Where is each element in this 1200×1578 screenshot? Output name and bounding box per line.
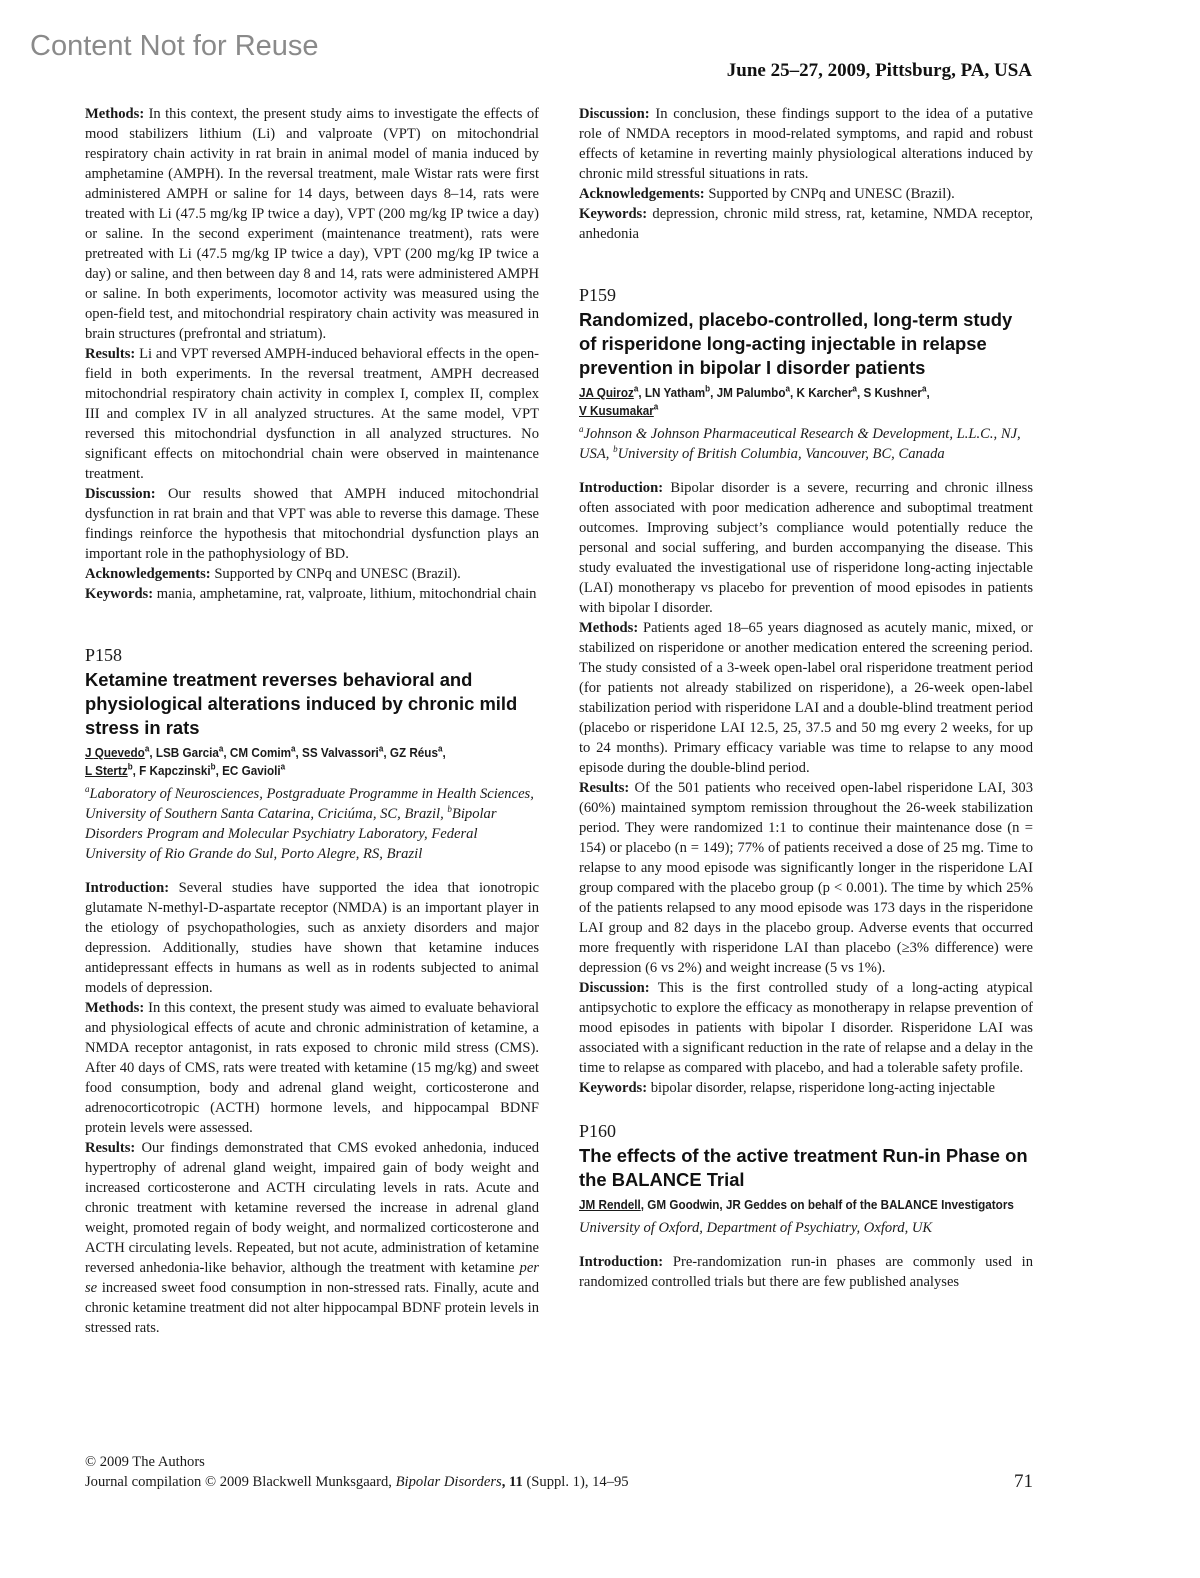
keywords-text: depression, chronic mild stress, rat, ketamine, NMDA receptor, anhedonia (579, 206, 1033, 242)
keywords-text: bipolar disorder, relapse, risperidone long-acting injectable (647, 1080, 996, 1096)
discussion-label: Discussion: (579, 980, 650, 996)
keywords-paragraph (579, 1078, 1033, 1098)
superscript: a (291, 743, 296, 754)
superscript: a (653, 401, 659, 412)
discussion-paragraph (579, 104, 1033, 184)
discussion-paragraph (85, 484, 539, 564)
acknowledgements-label: Acknowledgements: (85, 566, 211, 582)
left-column (85, 104, 539, 1338)
running-head: June 25–27, 2009, Pittsburg, PA, USA (726, 60, 1032, 81)
affiliation-b: Bipolar Disorders Program and Molecular Psychiatry Laboratory, Federal University of Rio Grande do Sul, Porto Alegre, RS, Brazil (85, 806, 497, 862)
superscript: b (705, 383, 711, 394)
results-text: increased sweet food consumption in non-stressed rats. Finally, acute and chronic ketamine treatment did not alter hippocampal BDNF protein levels in stressed rats. (85, 1280, 539, 1336)
superscript: a (785, 383, 790, 394)
authors-p158: J Quevedo$^a$, LSB Garcia$^a$, CM Comim$^a$, SS Valvassori$^a$, GZ Réus$^a$, L Stertz$^b$, F Kapczinski$^b$, EC Gavioli$^a$ (85, 743, 446, 778)
methods-text: In this context, the present study was aimed to evaluate behavioral and physiological effects of acute and chronic administration of ketamine, a NMDA receptor antagonist, in rats exposed to chronic mild stress (CMS). After 40 days of CMS, rats were treated with ketamine (15 mg/kg) and sweet food consumption, body and adrenal gland weight, corticosterone and adrenocorticotropic (ACTH) hormone levels, and hippocampal BDNF protein levels were assessed. (85, 1000, 539, 1136)
keywords-text: mania, amphetamine, rat, valproate, lithium, mitochondrial chain (153, 586, 537, 602)
introduction-text: Pre-randomization run-in phases are commonly used in randomized controlled trials but there are few published analyses (579, 1254, 1033, 1290)
affiliation-p158 (85, 784, 539, 864)
author: , S Kushner (856, 385, 922, 400)
acknowledgements-text: Supported by CNPq and UNESC (Brazil). (704, 186, 955, 202)
results-text: Our findings demonstrated that CMS evoked anhedonia, induced hypertrophy of adrenal gland weight, impaired gain of body weight and increased corticosterone and ACTH circulating levels in rats. Acute and chronic treatment with ketamine reversed the increase in adrenal gland weight, promoted regain of body weight, and normalized corticosterone and ACTH circulating levels. Repeated, but not acute, administration of ketamine reversed anhedonia-like behavior, although the treatment with ketamine (85, 1140, 539, 1276)
section-gap (579, 244, 1033, 284)
author: , GM Goodwin, JR Geddes on behalf of the BALANCE Investigators (640, 1197, 1014, 1212)
affiliation-p160: University of Oxford, Department of Psychiatry, Oxford, UK (579, 1220, 933, 1236)
affiliation-b: University of British Columbia, Vancouver, BC, Canada (617, 446, 945, 462)
authors-p159: JA Quiroz$^a$, LN Yatham$^b$, JM Palumbo$^a$, K Karcher$^a$, S Kushner$^a$, V Kusumakar$^a$ (579, 383, 930, 418)
discussion-text: In conclusion, these findings support to the idea of a putative role of NMDA receptors in mood-related symptoms, and rapid and robust effects of ketamine in reverting mainly physiological alterations induced by chronic mild stressful situations in rats. (579, 106, 1033, 182)
journal-prefix: Journal compilation © 2009 Blackwell Munksgaard, (85, 1474, 396, 1490)
acknowledgements-paragraph (579, 184, 1033, 204)
superscript: a (579, 424, 584, 435)
superscript: b (127, 761, 133, 772)
section-gap (579, 464, 1033, 478)
author: , SS Valvassori (295, 745, 379, 760)
methods-text: In this context, the present study aims to investigate the effects of mood stabilizers lithium (Li) and valproate (VPT) on mitochondrial respiratory chain activity in rat brain in animal model of mania induced by amphetamine (AMPH). In the reversal treatment, male Wistar rats were first administered AMPH or saline for 14 days, between days 8–14, rats were treated with Li (47.5 mg/kg IP twice a day), VPT (200 mg/kg IP twice a day) or saline. In the second experiment (maintenance treatment), rats were pretreated with Li (47.5 mg/kg IP twice a day), VPT (200 mg/kg IP twice a day) or saline, and then between day 8 and 14, rats were administered AMPH or saline. In both experiments, locomotor activity was measured using the open-field test, and mitochondrial respiratory chain activity was measured in brain structures (prefrontal and striatum). (85, 106, 539, 342)
results-paragraph (579, 778, 1033, 978)
results-paragraph (85, 1138, 539, 1338)
results-label: Results: (85, 346, 136, 362)
introduction-text: Bipolar disorder is a severe, recurring and chronic illness often associated with poor medication adherence and suboptimal treatment outcomes. Improving subject’s compliance would potentially reduce the personal and social suffering, and burden accompanying the disease. This study evaluated the investigational use of risperidone long-acting injectable (LAI) monotherapy vs placebo for prevention of mood episodes in patients with bipolar I disorder. (579, 480, 1033, 616)
journal-suffix: (Suppl. 1), 14–95 (522, 1474, 629, 1490)
affiliation-a: Laboratory of Neurosciences, Postgraduate Programme in Health Sciences, University of Southern Santa Catarina, Criciúma, SC, Brazil, (85, 786, 534, 822)
keywords-paragraph (579, 204, 1033, 244)
superscript: a (852, 383, 857, 394)
watermark: Content Not for Reuse (30, 30, 319, 62)
section-gap (85, 864, 539, 878)
discussion-label: Discussion: (85, 486, 156, 502)
abstract-title-p160: The effects of the active treatment Run-in Phase on the BALANCE Trial (579, 1145, 1028, 1190)
abstract-title-p158: Ketamine treatment reverses behavioral and physiological alterations induced by chronic mild stress in rats (85, 669, 518, 738)
superscript: a (144, 743, 150, 754)
journal-citation (85, 1472, 1033, 1492)
methods-paragraph (579, 618, 1033, 778)
abstract-id-p159: P159 (579, 285, 617, 305)
superscript: a (218, 743, 224, 754)
methods-paragraph (85, 998, 539, 1138)
results-paragraph (85, 344, 539, 484)
superscript: a (437, 743, 443, 754)
presenting-author: JA Quiroz (579, 385, 634, 400)
results-label: Results: (85, 1140, 136, 1156)
keywords-label: Keywords: (579, 1080, 648, 1096)
superscript: a (633, 383, 639, 394)
superscript: b (210, 761, 216, 772)
abstract-id-p158: P158 (85, 645, 123, 665)
affiliation-p159 (579, 424, 1033, 464)
introduction-paragraph (579, 478, 1033, 618)
author: , JM Palumbo (710, 385, 786, 400)
superscript: b (447, 804, 452, 815)
introduction-label: Introduction: (579, 1254, 664, 1270)
section-gap (85, 604, 539, 644)
abstract-title-p159: Randomized, placebo-controlled, long-term study of risperidone long-acting injectable in relapse prevention in bipolar I disorder patients (579, 309, 1013, 378)
page-footer (85, 1452, 1033, 1492)
methods-paragraph (85, 104, 539, 344)
page-number: 71 (1014, 1471, 1033, 1492)
keywords-label: Keywords: (85, 586, 154, 602)
copyright-line: © 2009 The Authors (85, 1454, 205, 1470)
author: , LSB Garcia (149, 745, 219, 760)
acknowledgements-paragraph (85, 564, 539, 584)
superscript: a (378, 743, 384, 754)
journal-name: Bipolar Disorders (395, 1474, 502, 1490)
acknowledgements-text: Supported by CNPq and UNESC (Brazil). (210, 566, 461, 582)
author: , K Karcher (789, 385, 853, 400)
acknowledgements-label: Acknowledgements: (579, 186, 705, 202)
author: , EC Gavioli (215, 763, 281, 778)
superscript: a (280, 761, 286, 772)
introduction-label: Introduction: (85, 880, 170, 896)
introduction-label: Introduction: (579, 480, 664, 496)
discussion-text: This is the first controlled study of a long-acting atypical antipsychotic to explore the efficacy as monotherapy in relapse prevention of mood episodes in patients with bipolar I disorder. Risperidone LAI was associated with a significant reduction in the rate of relapse and a delay in the time to relapse as compared with placebo, and had a tolerable safety profile. (579, 980, 1033, 1076)
superscript: a (921, 383, 927, 394)
results-text: Li and VPT reversed AMPH-induced behavioral effects in the open-field in both experiments. In the reversal treatment, AMPH decreased mitochondrial respiratory chain activity in complex I, complex II, complex III and complex IV in all analyzed structures. At the same model, VPT reversed this mitochondrial dysfunction in all analyzed structures. No significant effects on mitochondrial chain were observed in maintenance treatment. (85, 346, 539, 482)
italic-text: per se (85, 1260, 539, 1296)
discussion-text: Our results showed that AMPH induced mitochondrial dysfunction in rat brain and that VPT was able to reverse this damage. These findings reinforce the hypothesis that mitochondrial dysfunction plays an important role in the pathophysiology of BD. (85, 486, 539, 562)
introduction-text: Several studies have supported the idea that ionotropic glutamate N-methyl-D-aspartate receptor (NMDA) is an important player in the etiology of psychopathologies, such as anxiety disorders and major depression. Additionally, studies have shown that ketamine induces antidepressant effects in humans as well as in rodents subjected to animal models of depression. (85, 880, 539, 996)
author: , F Kapczinski (132, 763, 211, 778)
results-label: Results: (579, 780, 630, 796)
abstract-id-p160: P160 (579, 1121, 617, 1141)
superscript: a (85, 784, 90, 795)
keywords-label: Keywords: (579, 206, 648, 222)
keywords-paragraph (85, 584, 539, 604)
author: , CM Comim (223, 745, 292, 760)
superscript: b (613, 444, 618, 455)
section-gap (579, 1238, 1033, 1252)
authors-p160 (579, 1196, 1033, 1214)
methods-label: Methods: (85, 1000, 145, 1016)
discussion-label: Discussion: (579, 106, 650, 122)
methods-label: Methods: (579, 620, 639, 636)
introduction-paragraph (85, 878, 539, 998)
presenting-author: JM Rendell (579, 1197, 641, 1212)
results-text: Of the 501 patients who received open-label risperidone LAI, 303 (60%) maintained symptom remission throughout the 26-week stabilization period. They were randomized 1:1 to continue their maintenance dose (n = 154) or placebo (n = 149); 77% of patients received a dose of 25 mg. Time to relapse to any mood episode was significantly longer in the risperidone LAI group compared with the placebo group (p < 0.001). The time by which 25% of the patients relapsed to any mood episode was 173 days in the risperidone LAI group and 82 days in the placebo group. Adverse events that occurred more frequently with risperidone LAI than placebo (≥3% difference) were depression (6 vs 2%) and weight increase (5 vs 1%). (579, 780, 1033, 976)
methods-text: Patients aged 18–65 years diagnosed as acutely manic, mixed, or stabilized on risperidone or another medication entered the screening period. The study consisted of a 3-week open-label oral risperidone treatment period (for patients not already stabilized on risperidone), a 26-week open-label stabilization period with risperidone LAI and a double-blind treatment period (placebo or risperidone LAI 12.5, 25, 37.5 and 50 mg every 2 weeks, for up to 24 months). Primary efficacy variable was time to relapse to any mood episode during the double-blind period. (579, 620, 1033, 776)
journal-volume: , 11 (501, 1474, 523, 1490)
presenting-author: J Quevedo (85, 745, 145, 760)
author: L Stertz (85, 763, 128, 778)
affiliation-a: Johnson & Johnson Pharmaceutical Research & Development, L.L.C., NJ, USA, (579, 426, 1021, 462)
methods-label: Methods: (85, 106, 145, 122)
right-column (579, 104, 1033, 1292)
author: V Kusumakar (579, 403, 654, 418)
author: , LN Yatham (638, 385, 706, 400)
introduction-paragraph (579, 1252, 1033, 1292)
author: , GZ Réus (383, 745, 438, 760)
discussion-paragraph (579, 978, 1033, 1078)
section-gap (579, 1098, 1033, 1120)
